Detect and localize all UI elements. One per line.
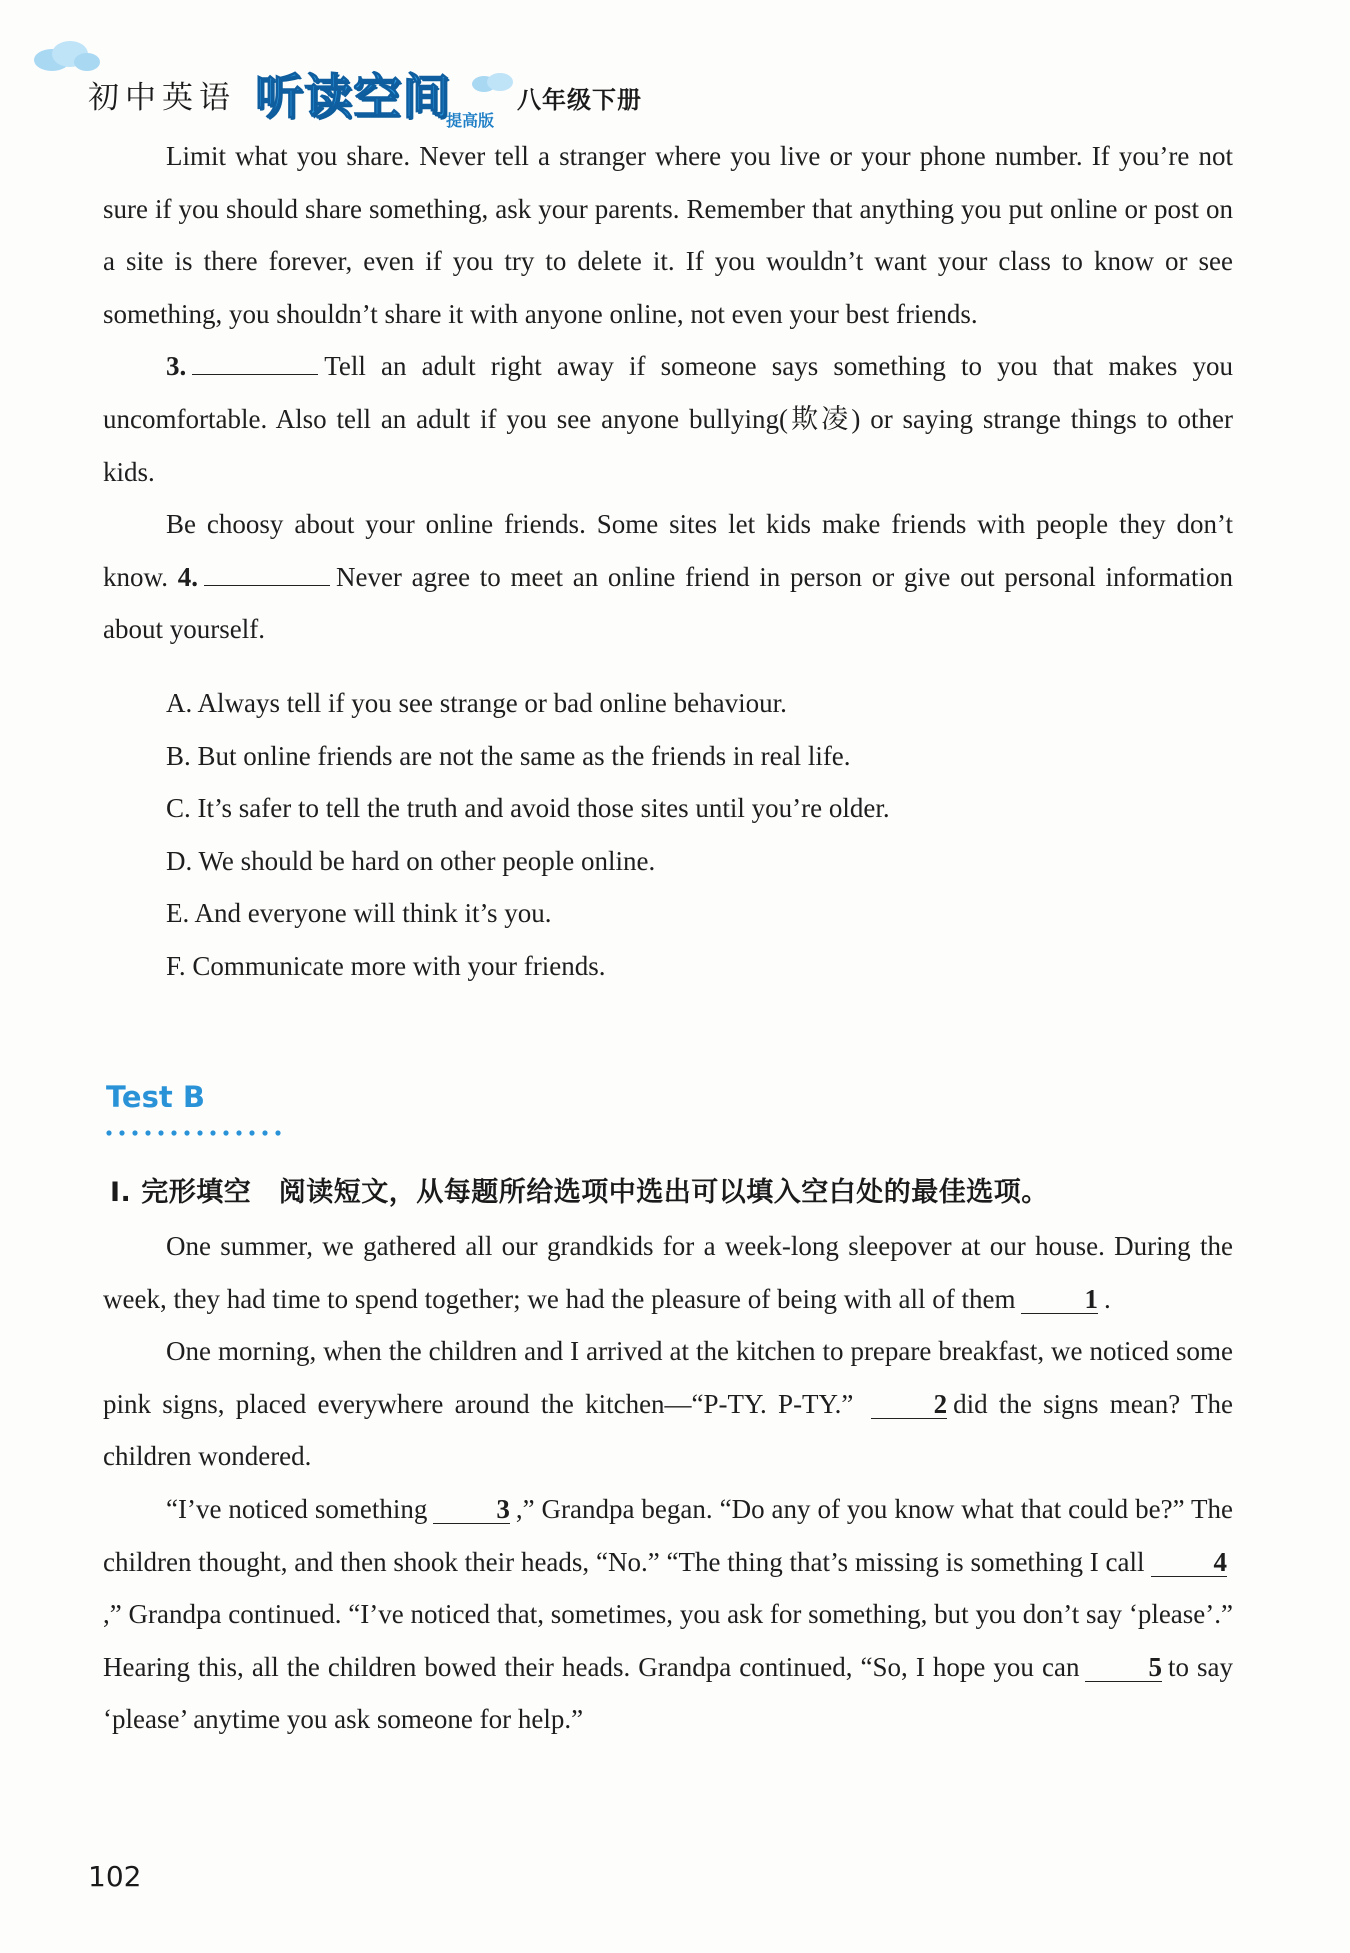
cloud-small-icon <box>470 70 516 94</box>
edition-label: 提高版 <box>446 111 495 130</box>
options-list <box>103 677 1233 993</box>
paragraph-text: ,” Grandpa began. “Do any of you know what that could be?” The children thought, and then shook their heads, “No.” “The thing that’s missing is something I call <box>103 1493 1234 1577</box>
cloud-icon <box>32 36 102 76</box>
paragraph <box>103 498 1233 656</box>
paragraph <box>103 1220 1233 1325</box>
option-item: C. It’s safer to tell the truth and avoid those sites until you’re older. <box>166 793 890 824</box>
numbered-blank[interactable]: 3 <box>433 1495 510 1524</box>
paragraph-text: Tell an adult right away if someone says something to you that makes you uncomfortable. Also tell an adult if you see anyone bullying(欺凌) or saying strange things to other kids. <box>103 351 1233 487</box>
paragraph <box>103 340 1233 498</box>
series-prefix: 初中英语 <box>88 80 236 116</box>
option-item: F. Communicate more with your friends. <box>166 950 606 981</box>
question-number: 4. <box>177 561 198 592</box>
option-item: A. Always tell if you see strange or bad online behaviour. <box>166 687 787 718</box>
paragraph-text: did the signs mean? The children wondered. <box>103 1388 1233 1472</box>
brand-title: 听读空间 <box>255 69 452 125</box>
test-title: Test B <box>106 1080 205 1114</box>
paragraph-text: to say ‘please’ anytime you ask someone for help.” <box>103 1651 1233 1735</box>
numbered-blank[interactable]: 2 <box>871 1390 948 1419</box>
numbered-blank[interactable]: 4 <box>1151 1548 1228 1577</box>
paragraph-text: One morning, when the children and I arrived at the kitchen to prepare breakfast, we noticed some pink signs, placed everywhere around the kitchen—“P-TY. P-TY.” <box>103 1336 1233 1419</box>
question-number: 3. <box>166 351 187 382</box>
numbered-blank[interactable]: 1 <box>1021 1285 1098 1314</box>
section-heading: Ⅰ. 完形填空 阅读短文，从每题所给选项中选出可以填入空白处的最佳选项。 <box>110 1177 1049 1208</box>
paragraph-text: Be choosy about your online friends. Some sites let kids make friends with people they don’t know. <box>103 509 1233 592</box>
grade-label: 八年级下册 <box>517 86 642 114</box>
answer-blank[interactable] <box>204 559 330 586</box>
page-header <box>30 22 1030 132</box>
paragraph-text: “I’ve noticed something <box>166 1493 428 1524</box>
paragraph-text: ,” Grandpa continued. “I’ve noticed that, sometimes, you ask for something, but you don’t say ‘please’.” Hearing this, all the children bowed their heads. Grandpa continued, “So, I hope you can <box>103 1599 1233 1682</box>
page-number: 102 <box>88 1860 142 1893</box>
paragraph <box>103 1483 1233 1746</box>
paragraph <box>103 1325 1233 1483</box>
paragraph-text: Never agree to meet an online friend in person or give out personal information about yourself. <box>103 561 1233 645</box>
numbered-blank[interactable]: 5 <box>1085 1653 1162 1682</box>
paragraph-text: One summer, we gathered all our grandkids for a week-long sleepover at our house. During the week, they had time to spend together; we had the pleasure of being with all of them <box>103 1231 1233 1314</box>
option-item: D. We should be hard on other people online. <box>166 845 656 876</box>
passage-a <box>103 130 1233 993</box>
option-item: E. And everyone will think it’s you. <box>166 898 552 929</box>
paragraph-text: . <box>1103 1283 1111 1314</box>
paragraph: Limit what you share. Never tell a stranger where you live or your phone number. If you’re not sure if you should share something, ask your parents. Remember that anything you put online or post on a site is there forever, even if you try to delete it. If you wouldn’t want your class to know or see something, you shouldn’t share it with anyone online, not even your best friends. <box>103 141 1233 329</box>
passage-b <box>103 1220 1233 1746</box>
dotted-divider <box>106 1128 286 1138</box>
option-item: B. But online friends are not the same as the friends in real life. <box>166 740 851 771</box>
answer-blank[interactable] <box>192 348 318 375</box>
